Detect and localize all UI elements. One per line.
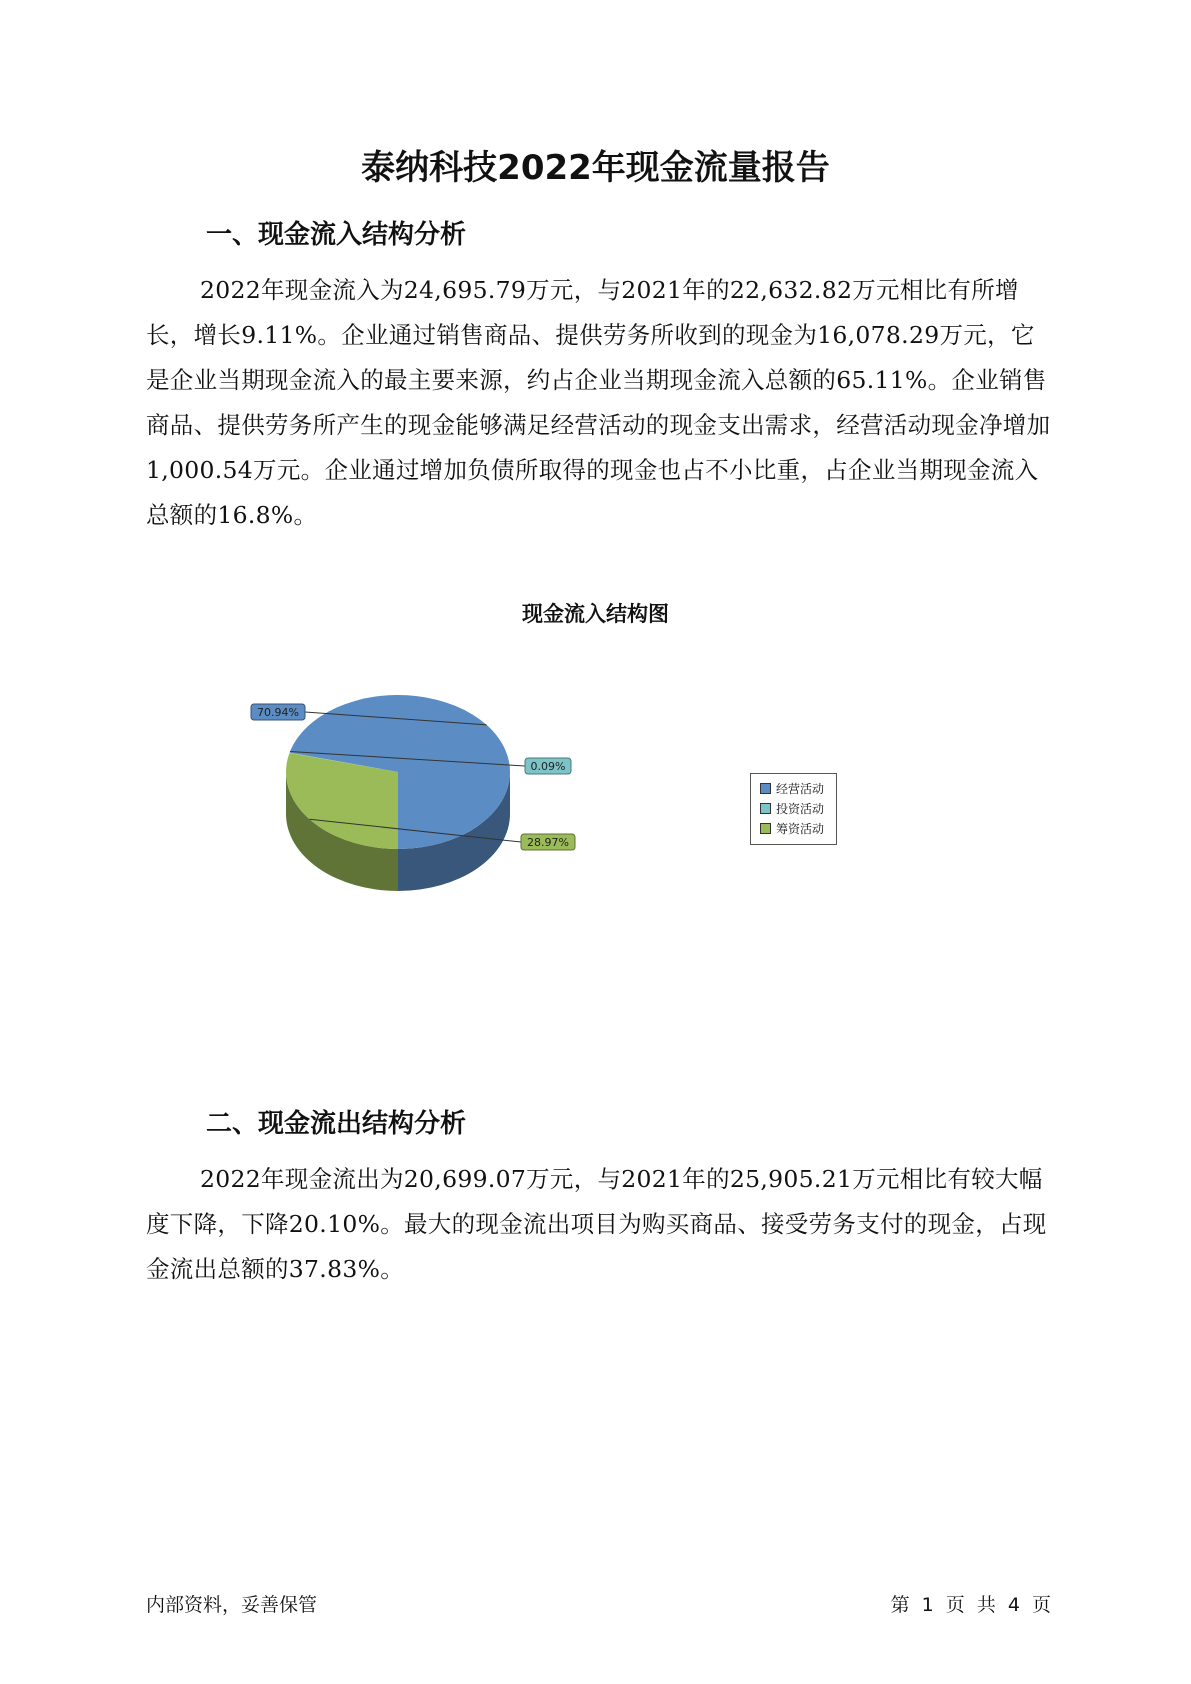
legend-swatch-operating xyxy=(760,783,771,794)
legend-label-operating: 经营活动 xyxy=(776,781,825,796)
pie-label-financing: 28.97% xyxy=(527,836,569,849)
footer-page-number: 第 1 页 共 4 页 xyxy=(890,1594,1051,1616)
pie-top xyxy=(286,695,510,849)
legend-item-financing xyxy=(760,818,836,838)
chart-title: 现金流入结构图 xyxy=(522,602,669,626)
pie-label-investing: 0.09% xyxy=(530,760,566,773)
section2-text: 2022年现金流出为20,699.07万元，与2021年的25,905.21万元相比有较大幅度下降，下降20.10%。最大的现金流出项目为购买商品、接受劳务支付的现金，占现金流出总额的37.83%。 xyxy=(146,1165,1047,1283)
legend-item-operating xyxy=(760,778,836,798)
legend-label-investing: 投资活动 xyxy=(776,801,825,816)
section2-heading: 二、现金流出结构分析 xyxy=(206,1109,467,1139)
legend-swatch-investing xyxy=(760,803,771,814)
report-title: 泰纳科技2022年现金流量报告 xyxy=(361,148,830,188)
footer-confidential: 内部资料，妥善保管 xyxy=(146,1594,318,1616)
chart-legend xyxy=(750,773,837,845)
pie-chart xyxy=(250,650,670,900)
legend-item-investing xyxy=(760,798,836,818)
section1-paragraph xyxy=(146,268,1052,538)
legend-label-financing: 筹资活动 xyxy=(776,821,825,836)
section1-text: 2022年现金流入为24,695.79万元，与2021年的22,632.82万元相比有所增长，增长9.11%。企业通过销售商品、提供劳务所收到的现金为16,078.29万元，它是企业当期现金流入的最主要来源，约占企业当期现金流入总额的65.11%。企业销售商品、提供劳务所产生的现金能够满足经营活动的现金支出需求，经营活动现金净增加1,000.54万元。企业通过增加负债所取得的现金也占不小比重，占企业当期现金流入总额的16.8%。 xyxy=(146,276,1051,529)
section2-paragraph xyxy=(146,1157,1052,1292)
section1-heading: 一、现金流入结构分析 xyxy=(206,220,467,250)
legend-swatch-financing xyxy=(760,823,771,834)
pie-label-operating: 70.94% xyxy=(257,706,299,719)
